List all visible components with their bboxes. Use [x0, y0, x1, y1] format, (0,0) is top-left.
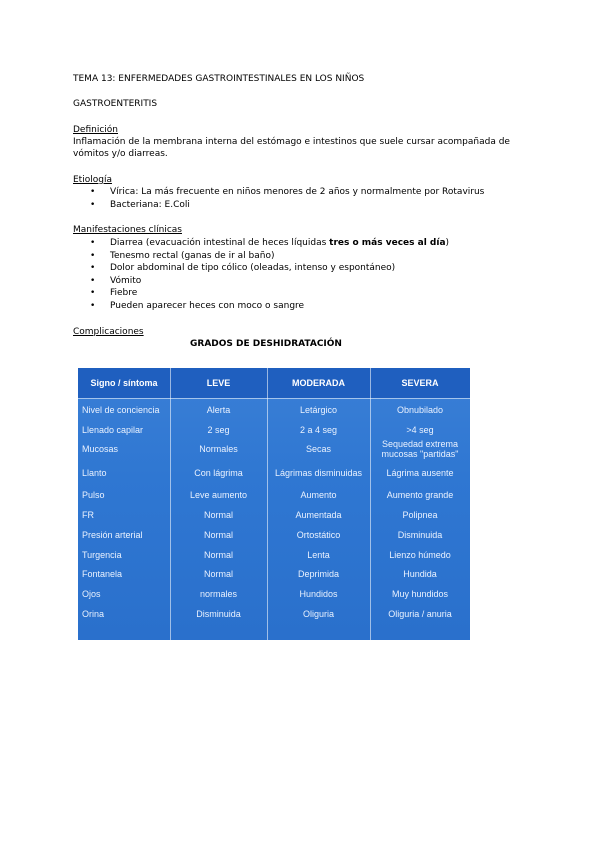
table-cell: >4 seg	[406, 424, 434, 435]
table-cell: Ortostático	[296, 530, 341, 540]
table-cell: Sequedad extrema mucosas "partidas"	[381, 439, 459, 459]
list-item: • Pueden aparecer heces con moco o sangre	[90, 300, 449, 313]
dehydration-table	[78, 368, 470, 640]
definicion-heading: Definición	[73, 125, 118, 135]
list-item: • Fiebre	[90, 287, 449, 300]
list-item: • Dolor abdominal de tipo cólico (oleadas, intenso y espontáneo)	[90, 262, 449, 275]
section-heading: GASTROENTERITIS	[73, 99, 158, 109]
list-item: • Vírica: La más frecuente en niños menores de 2 años y normalmente por Rotavirus	[90, 186, 484, 199]
manifestaciones-heading: Manifestaciones clínicas	[73, 225, 182, 235]
table-header-cell: Signo / síntoma	[90, 378, 158, 388]
table-cell: Letárgico	[299, 404, 338, 415]
table-header-cell: MODERADA	[292, 378, 345, 388]
list-item	[90, 237, 449, 250]
table-cell: 2 seg	[207, 424, 230, 435]
table-cell: Fontanela	[82, 569, 123, 579]
table-cell: Aumento grande	[386, 490, 454, 500]
table-cell: Aumento	[300, 490, 337, 500]
table-cell: Ojos	[82, 589, 101, 599]
table-cell: Oliguria / anuria	[388, 609, 452, 619]
table-cell: Secas	[305, 444, 331, 454]
table-cell: Lenta	[307, 549, 330, 560]
table-cell: Pulso	[82, 490, 105, 500]
list-item: • Tenesmo rectal (ganas de ir al baño)	[90, 250, 449, 263]
table-cell: Lágrima ausente	[386, 467, 454, 478]
table-cell: Disminuida	[397, 530, 443, 540]
definicion-line-1: Inflamación de la membrana interna del estómago e intestinos que suele cursar acompañada de	[73, 137, 510, 147]
etiologia-heading: Etiología	[73, 175, 112, 185]
etiologia-list	[90, 186, 484, 211]
list-item: • Bacteriana: E.Coli	[90, 199, 484, 212]
table-cell: Muy hundidos	[391, 589, 449, 599]
table-cell: Normal	[203, 510, 233, 520]
table-cell: Alerta	[206, 404, 231, 415]
complicaciones-heading: Complicaciones	[73, 327, 144, 337]
table-cell: Lienzo húmedo	[389, 549, 451, 560]
table-cell: Mucosas	[82, 444, 119, 454]
table-cell: Aumentada	[295, 510, 342, 520]
table-cell: Normal	[203, 569, 233, 579]
list-item: • Vómito	[90, 275, 449, 288]
table-cell: Leve aumento	[189, 490, 248, 500]
table-cell: Presión arterial	[82, 530, 143, 540]
table-cell: Normal	[203, 549, 233, 560]
item-bold-text: tres o más veces al día	[329, 238, 446, 248]
table-cell: 2 a 4 seg	[299, 424, 338, 435]
table-cell: Normal	[203, 530, 233, 540]
table-cell: Hundidos	[299, 589, 338, 599]
table-cell: Orina	[82, 609, 105, 619]
table-cell: Con lágrima	[194, 467, 243, 478]
table-cell: Disminuida	[196, 609, 241, 619]
table-header-cell: SEVERA	[401, 378, 439, 388]
document-title: TEMA 13: ENFERMEDADES GASTROINTESTINALES EN LOS NIÑOS	[73, 74, 365, 84]
table-cell: Normales	[199, 444, 238, 454]
table-title: GRADOS DE DESHIDRATACIÓN	[190, 339, 342, 349]
table-cell: normales	[199, 589, 237, 599]
table-cell: Nivel de conciencia	[82, 404, 160, 415]
table-cell: Hundida	[403, 569, 437, 579]
item-text: Diarrea (evacuación intestinal de heces líquidas	[110, 238, 330, 248]
table-cell: Obnubilado	[396, 404, 444, 415]
table-cell: Lágrimas disminuidas	[274, 467, 363, 478]
item-text: )	[445, 238, 450, 248]
table-cell: Llenado capilar	[82, 424, 144, 435]
table-cell: Oliguria	[302, 609, 334, 619]
manifestaciones-list	[90, 237, 449, 312]
definicion-line-2: vómitos y/o diarreas.	[73, 149, 168, 159]
table-cell: FR	[82, 510, 94, 520]
table-header-cell: LEVE	[206, 378, 231, 388]
table-cell: Polipnea	[402, 510, 438, 520]
table-cell: Deprimida	[297, 569, 339, 579]
table-cell: Turgencia	[82, 549, 122, 560]
table-cell: Llanto	[82, 467, 107, 478]
